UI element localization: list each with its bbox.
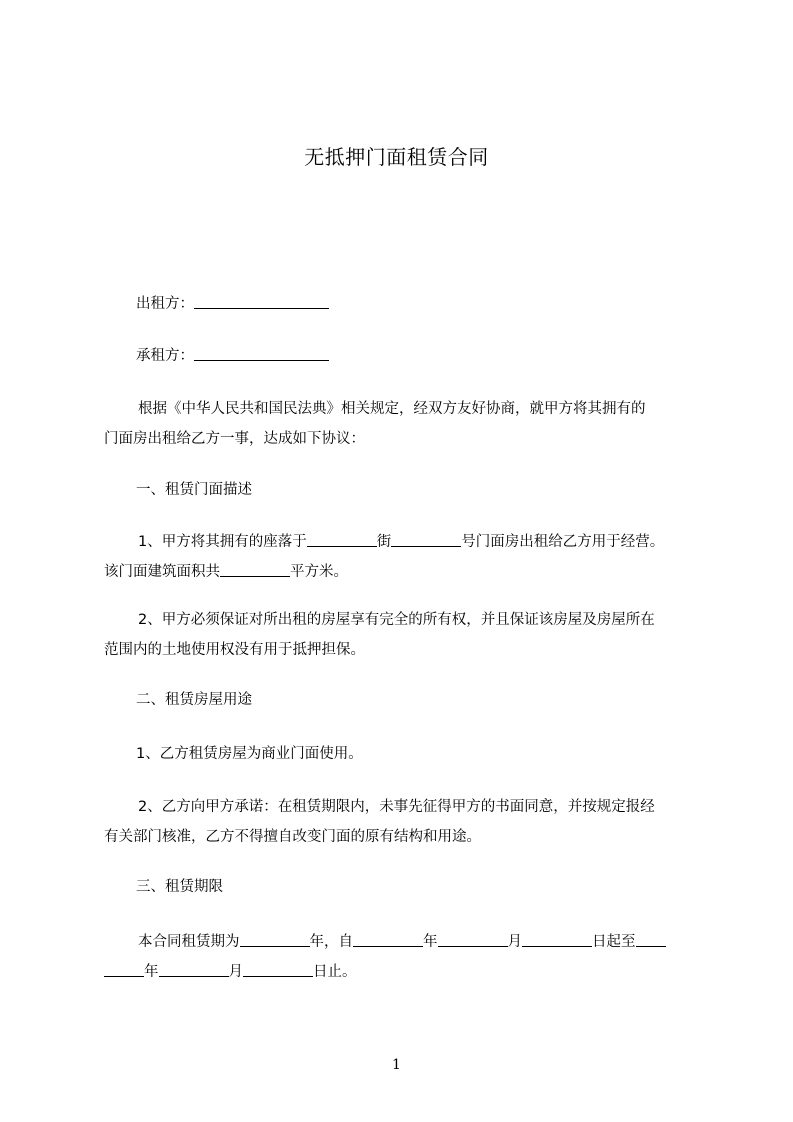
- s1-item1-c: 号门面房出租给乙方用于经营。: [461, 534, 665, 550]
- start-month-blank[interactable]: [438, 930, 508, 947]
- s1-item1-b: 街: [376, 534, 392, 550]
- s3-f: 年: [144, 964, 159, 980]
- s1-item2-line1: 2、甲方必须保证对所出租的房屋享有完全的所有权，并且保证该房屋及房屋所在: [138, 612, 655, 628]
- start-year-blank[interactable]: [353, 930, 423, 947]
- intro-paragraph: [104, 394, 714, 454]
- lessee-line: [104, 344, 746, 366]
- s1-item2-line2: 范围内的土地使用权没有用于抵押担保。: [104, 642, 365, 658]
- lessee-blank[interactable]: [194, 344, 329, 361]
- s3-e: 日起至: [592, 934, 636, 950]
- page-number: 1: [392, 1057, 401, 1073]
- s3-c: 年: [423, 934, 438, 950]
- s3-a: 本合同租赁期为: [138, 934, 240, 950]
- section3-heading: 三、租赁期限: [136, 879, 223, 895]
- intro-line-2: 门面房出租给乙方一事，达成如下协议：: [104, 431, 365, 447]
- section1-item1: [104, 527, 714, 587]
- section1-heading: 一、租赁门面描述: [136, 482, 252, 498]
- s3-g: 月: [228, 964, 243, 980]
- section1-item2: [104, 605, 714, 665]
- s3-line1: [104, 927, 714, 957]
- end-year-blank-part2[interactable]: [104, 960, 144, 977]
- section2-item2: [104, 792, 714, 852]
- end-month-blank[interactable]: [159, 960, 229, 977]
- section2-heading: 二、租赁房屋用途: [136, 692, 252, 708]
- area-blank[interactable]: [220, 560, 290, 577]
- s3-d: 月: [507, 934, 522, 950]
- s2-item2-line2: 有关部门核准，乙方不得擅自改变门面的原有结构和用途。: [104, 829, 481, 845]
- start-day-blank[interactable]: [522, 930, 592, 947]
- term-years-blank[interactable]: [240, 930, 310, 947]
- intro-line-1: 根据《中华人民共和国民法典》相关规定，经双方友好协商，就甲方将其拥有的: [138, 401, 646, 417]
- s3-h: 日止。: [313, 964, 357, 980]
- lessor-label: 出租方：: [136, 296, 194, 312]
- end-year-blank-part1[interactable]: [636, 930, 666, 947]
- document-title: 无抵押门面租赁合同: [304, 145, 489, 169]
- s3-line2: [104, 957, 714, 987]
- end-day-blank[interactable]: [243, 960, 313, 977]
- s1-item1-line1: [104, 527, 714, 557]
- s1-item1-e: 平方米。: [290, 564, 348, 580]
- s2-item1: 1、乙方租赁房屋为商业门面使用。: [136, 746, 363, 762]
- s1-item1-a: 1、甲方将其拥有的座落于: [138, 534, 307, 550]
- lessor-line: [104, 292, 746, 314]
- street-blank[interactable]: [307, 530, 377, 547]
- s3-b: 年，自: [309, 934, 353, 950]
- lessee-label: 承租方：: [136, 348, 194, 364]
- section3-term: [104, 927, 714, 987]
- lessor-blank[interactable]: [194, 292, 329, 309]
- s1-item1-line2: [104, 557, 714, 587]
- s2-item2-line1: 2、乙方向甲方承诺：在租赁期限内，未事先征得甲方的书面同意，并按规定报经: [138, 799, 655, 815]
- number-blank[interactable]: [391, 530, 461, 547]
- s1-item1-d: 该门面建筑面积共: [104, 564, 220, 580]
